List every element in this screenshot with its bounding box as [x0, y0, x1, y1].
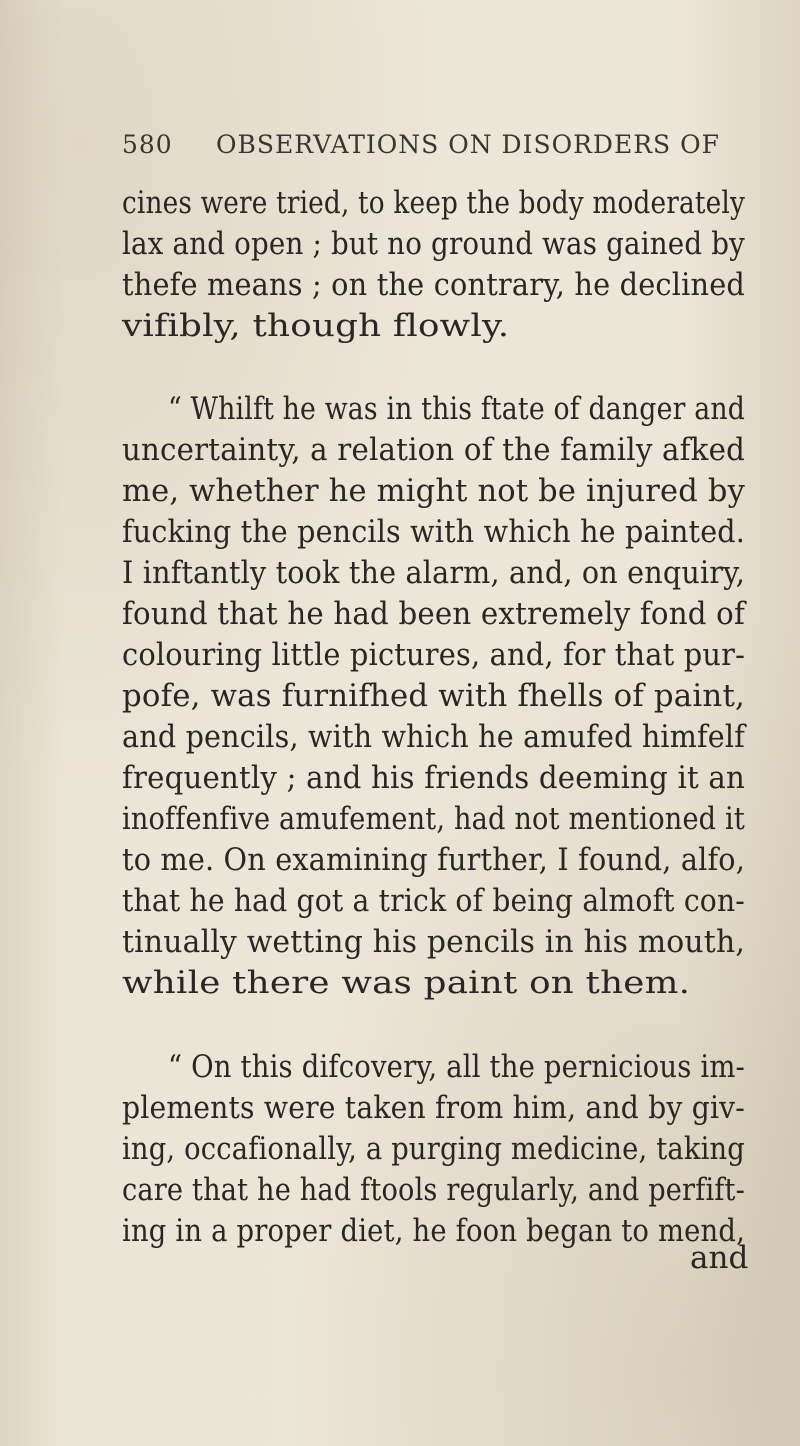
text-line: that he had got a trick of being almoft con- [122, 883, 745, 919]
text-line: pofe, was furnifhed with fhells of paint, [122, 678, 745, 714]
text-line: frequently ; and his friends deeming it an [122, 760, 745, 796]
text-line: lax and open ; but no ground was gained by [122, 226, 745, 262]
text-line: ing in a proper diet, he foon began to mend, [122, 1213, 745, 1249]
text-line: found that he had been extremely fond of [122, 596, 745, 632]
text-line: tinually wetting his pencils in his mouth, [122, 924, 745, 960]
text-line: ing, occafionally, a purging medicine, taking [122, 1131, 745, 1167]
text-line: inoffenfive amufement, had not mentioned it [122, 801, 745, 837]
text-line: fucking the pencils with which he painted. [122, 514, 745, 550]
text-line: me, whether he might not be injured by [122, 473, 745, 509]
running-head: OBSERVATIONS ON DISORDERS OF [216, 130, 720, 159]
catchword: and [690, 1240, 749, 1276]
text-line: uncertainty, a relation of the family afked [122, 432, 745, 468]
page-number: 580 [122, 130, 173, 159]
text-line: I inftantly took the alarm, and, on enquiry, [122, 555, 745, 591]
text-line: “ Whilft he was in this ftate of danger and [168, 391, 745, 427]
text-line: “ On this difcovery, all the pernicious im- [168, 1049, 745, 1085]
text-line: colouring little pictures, and, for that pur- [122, 637, 745, 673]
text-line: plements were taken from him, and by giv- [122, 1090, 745, 1126]
text-line: care that he had ftools regularly, and perfift- [122, 1172, 745, 1208]
text-line: cines were tried, to keep the body moderately [122, 185, 745, 221]
text-line: vifibly, though flowly. [122, 308, 510, 344]
page-header [122, 130, 722, 170]
text-line: while there was paint on them. [122, 965, 691, 1001]
text-line: thefe means ; on the contrary, he declined [122, 267, 745, 303]
text-line: and pencils, with which he amufed himfelf [122, 719, 745, 755]
text-line: to me. On examining further, I found, alfo, [122, 842, 745, 878]
